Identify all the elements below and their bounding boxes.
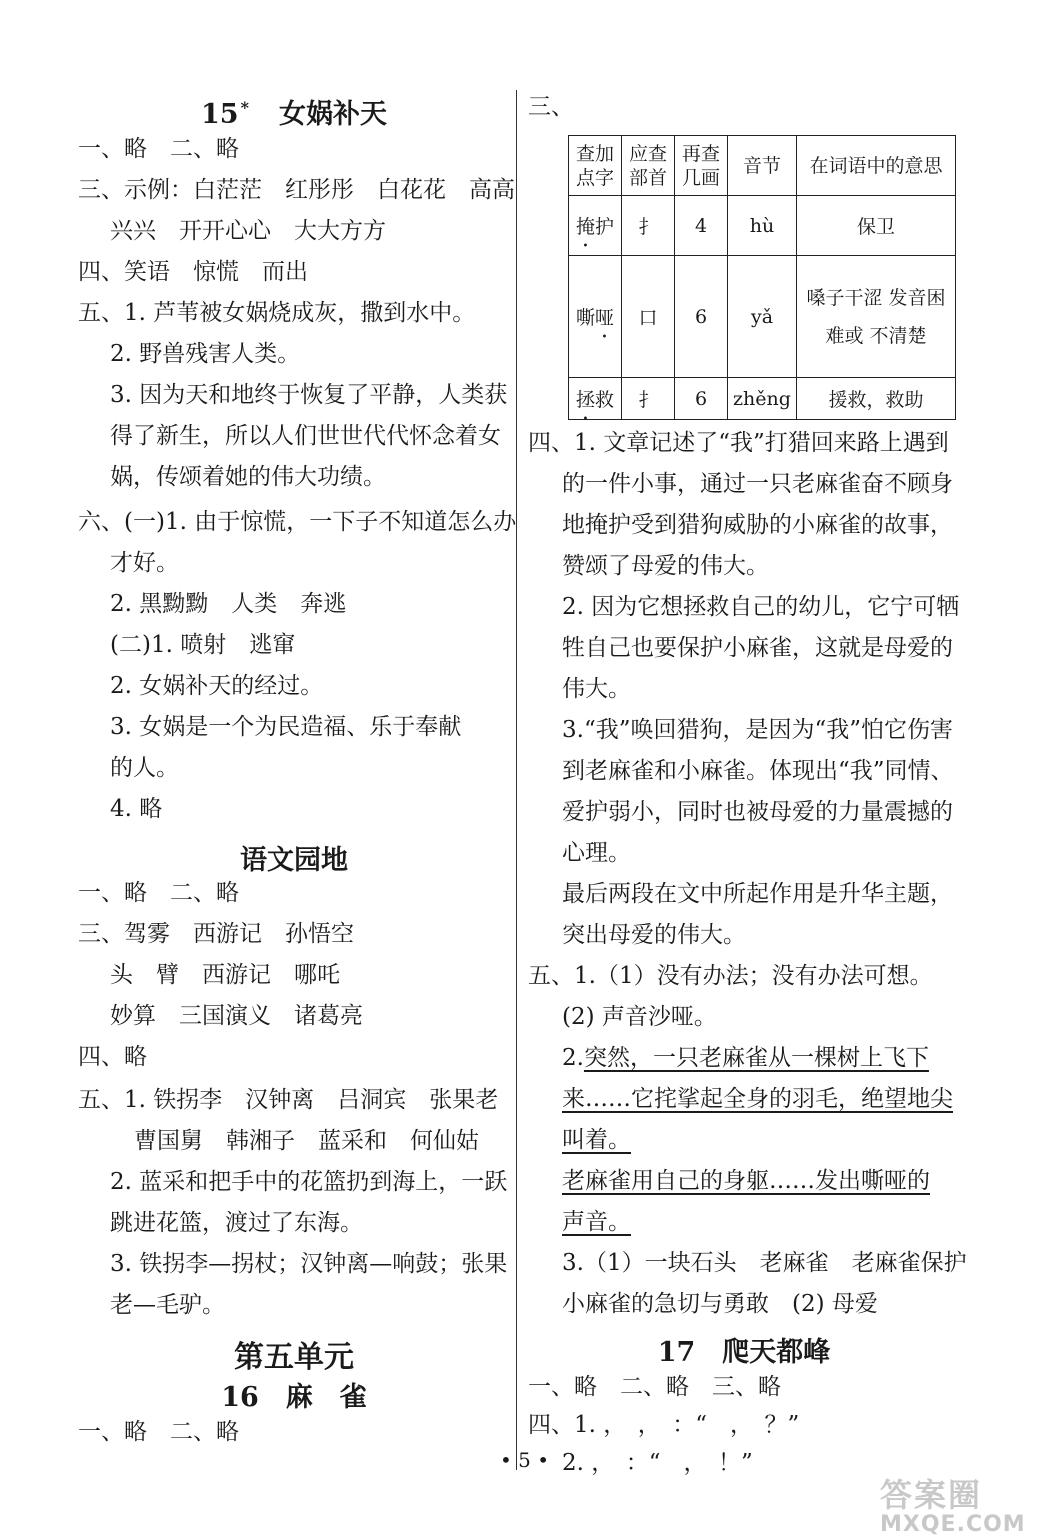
answer-line: 2. ， ：“ ， ！”	[562, 1450, 753, 1476]
lesson-17-title: 17 爬天都峰	[657, 1337, 831, 1368]
lesson-16-title: 16 麻 雀	[221, 1382, 367, 1413]
answer-line: 四、1. 文章记述了“我”打猎回来路上遇到	[528, 430, 949, 456]
answer-line: 地掩护受到猎狗威胁的小麻雀的故事，	[562, 512, 953, 538]
answer-line: 娲，传颂着她的伟大功绩。	[110, 464, 386, 490]
section-three-label: 三、	[528, 94, 574, 120]
lesson-15-title: 15 * 女娲补天	[201, 98, 387, 130]
table-header: 在词语中的意思	[797, 136, 956, 196]
table-row	[569, 256, 956, 378]
answer-line: 四、略	[78, 1044, 147, 1070]
answer-line: 六、(一)1. 由于惊慌，一下子不知道怎么办	[78, 509, 517, 535]
answer-line: 一、略 二、略	[78, 880, 239, 906]
answer-line: 一、略 二、略	[78, 136, 239, 162]
table-cell-word: 拯救	[569, 378, 622, 420]
answer-line: 才好。	[110, 550, 179, 576]
table-cell-word: 嘶哑	[569, 256, 622, 378]
answer-line: 最后两段在文中所起作用是升华主题，	[562, 881, 953, 907]
table-cell-word: 掩护	[569, 196, 622, 256]
table-cell: hù	[728, 196, 797, 256]
answer-line: 一、略 二、略 三、略	[528, 1374, 781, 1400]
answer-line: 2. 因为它想拯救自己的幼儿，它宁可牺	[562, 594, 960, 620]
answer-line: 2.突然，一只老麻雀从一棵树上飞下	[562, 1045, 929, 1071]
table-cell: 口	[622, 256, 675, 378]
table-cell: 6	[675, 256, 728, 378]
answer-line: 牲自己也要保护小麻雀，这就是母爱的	[562, 635, 953, 661]
answer-line: 一、略 二、略	[78, 1419, 239, 1445]
answer-line: 伟大。	[562, 676, 631, 702]
page-number: • 5 •	[499, 1448, 550, 1472]
underlined-sentence: 突然，一只老麻雀从一棵树上飞下	[583, 1045, 929, 1071]
answer-line: 曹国舅 韩湘子 蓝采和 何仙姑	[134, 1128, 479, 1154]
table-cell: 嗓子干涩 发音困难或 不清楚	[797, 256, 956, 378]
table-header: 应查部首	[622, 136, 675, 196]
answer-line: 妙算 三国演义 诸葛亮	[110, 1003, 363, 1029]
table-cell: 6	[675, 378, 728, 420]
answer-line: 4. 略	[110, 796, 163, 822]
table-cell: yǎ	[728, 256, 797, 378]
dictionary-table	[568, 135, 956, 420]
answer-line: 2. 女娲补天的经过。	[110, 673, 324, 699]
watermark-logo: 答案圈 MXQE.COM	[880, 1476, 1026, 1537]
answer-line: 小麻雀的急切与勇敢 (2) 母爱	[562, 1291, 878, 1317]
answer-line: 3. 女娲是一个为民造福、乐于奉献	[110, 714, 462, 740]
answer-line: 的人。	[110, 755, 179, 781]
answer-line: 3. 因为天和地终于恢复了平静，人类获	[110, 382, 508, 408]
underlined-sentence: 声音。	[562, 1209, 631, 1235]
answer-line: (二)1. 喷射 逃窜	[110, 632, 296, 658]
underlined-sentence: 老麻雀用自己的身躯……发出嘶哑的	[562, 1168, 930, 1194]
answer-line: 老—毛驴。	[110, 1292, 225, 1318]
column-divider	[516, 90, 517, 1470]
underlined-sentence: 来……它挓挲起全身的羽毛，绝望地尖	[562, 1086, 953, 1112]
answer-line: 得了新生，所以人们世世代代怀念着女	[110, 423, 501, 449]
answer-line: 四、笑语 惊慌 而出	[78, 259, 308, 285]
table-header: 查加点字	[569, 136, 622, 196]
answer-line: 2. 野兽残害人类。	[110, 341, 301, 367]
table-cell: 扌	[622, 196, 675, 256]
answer-line: 的一件小事，通过一只老麻雀奋不顾身	[562, 471, 953, 497]
answer-line: 3.“我”唤回猎狗，是因为“我”怕它伤害	[562, 717, 953, 743]
underlined-sentence: 叫着。	[562, 1127, 631, 1153]
unit-title: 第五单元	[234, 1340, 354, 1375]
answer-line: 跳进花篮，渡过了东海。	[110, 1210, 363, 1236]
answer-line: 三、驾雾 西游记 孙悟空	[78, 921, 354, 947]
table-header: 音节	[728, 136, 797, 196]
answer-line: 3. 铁拐李—拐杖；汉钟离—响鼓；张果	[110, 1251, 508, 1277]
answer-line: 2. 蓝采和把手中的花篮扔到海上，一跃	[110, 1169, 508, 1195]
garden-title: 语文园地	[240, 845, 348, 876]
answer-line: 突出母爱的伟大。	[562, 922, 746, 948]
answer-line: (2) 声音沙哑。	[562, 1004, 717, 1030]
answer-line: 3.（1）一块石头 老麻雀 老麻雀保护	[562, 1250, 967, 1276]
answer-line: 头 臂 西游记 哪吒	[110, 962, 340, 988]
table-cell: 保卫	[797, 196, 956, 256]
table-row	[569, 378, 956, 420]
table-cell: 4	[675, 196, 728, 256]
answer-line: 赞颂了母爱的伟大。	[562, 553, 769, 579]
table-cell: zhěng	[728, 378, 797, 420]
table-row	[569, 196, 956, 256]
answer-line: 兴兴 开开心心 大大方方	[110, 218, 386, 244]
answer-line: 爱护弱小，同时也被母爱的力量震撼的	[562, 799, 953, 825]
answer-line: 2. 黑黝黝 人类 奔逃	[110, 591, 347, 617]
table-cell: 援救，救助	[797, 378, 956, 420]
answer-line: 到老麻雀和小麻雀。体现出“我”同情、	[562, 758, 954, 784]
answer-line: 四、1. ， ， ：“ ， ？”	[528, 1412, 800, 1438]
answer-line: 五、1.（1）没有办法；没有办法可想。	[528, 963, 933, 989]
table-header: 再查几画	[675, 136, 728, 196]
table-cell: 扌	[622, 378, 675, 420]
answer-line: 三、示例：白茫茫 红彤彤 白花花 高高	[78, 177, 515, 203]
answer-line: 五、1. 芦苇被女娲烧成灰，撒到水中。	[78, 300, 476, 326]
answer-line: 五、1. 铁拐李 汉钟离 吕洞宾 张果老	[78, 1087, 499, 1113]
answer-line: 心理。	[562, 840, 631, 866]
